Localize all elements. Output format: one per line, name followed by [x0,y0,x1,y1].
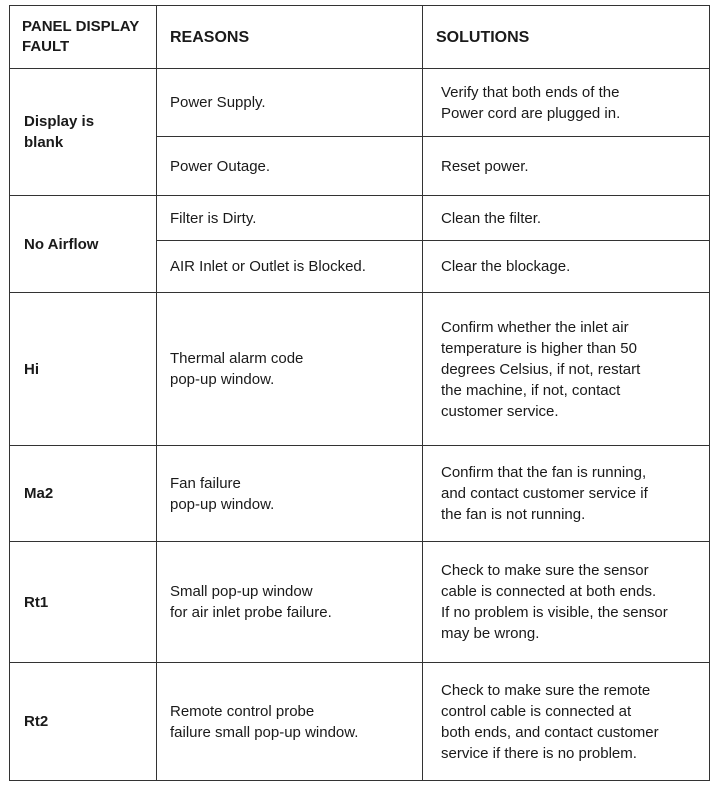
table-row [10,196,710,241]
table-row [10,69,710,137]
fault-cell: Rt1 [10,542,157,663]
reason-cell: Fan failure pop-up window. [157,446,423,542]
reason-cell: Small pop-up window for air inlet probe failure. [157,542,423,663]
header-solutions: SOLUTIONS [423,6,710,69]
header-row [10,6,710,69]
solution-cell: Clean the filter. [423,196,710,241]
reason-cell: Filter is Dirty. [157,196,423,241]
reason-cell: Remote control probe failure small pop-up window. [157,663,423,781]
solution-cell: Confirm that the fan is running, and contact customer service if the fan is not running. [423,446,710,542]
reason-cell: Power Outage. [157,137,423,196]
solution-cell: Check to make sure the sensor cable is connected at both ends. If no problem is visible, the sensor may be wrong. [423,542,710,663]
fault-cell: Rt2 [10,663,157,781]
solution-cell: Clear the blockage. [423,241,710,293]
table-row [10,663,710,781]
header-fault: PANEL DISPLAY FAULT [10,6,157,69]
troubleshooting-table [9,5,710,781]
reason-cell: Thermal alarm code pop-up window. [157,293,423,446]
fault-cell: Ma2 [10,446,157,542]
fault-cell: No Airflow [10,196,157,293]
reason-cell: AIR Inlet or Outlet is Blocked. [157,241,423,293]
fault-cell: Display is blank [10,69,157,196]
solution-cell: Confirm whether the inlet air temperature is higher than 50 degrees Celsius, if not, restart the machine, if not, contact customer service. [423,293,710,446]
table-row [10,293,710,446]
header-reasons: REASONS [157,6,423,69]
solution-cell: Verify that both ends of the Power cord are plugged in. [423,69,710,137]
table-row [10,542,710,663]
reason-cell: Power Supply. [157,69,423,137]
table-row [10,446,710,542]
fault-cell: Hi [10,293,157,446]
solution-cell: Reset power. [423,137,710,196]
solution-cell: Check to make sure the remote control cable is connected at both ends, and contact customer service if there is no problem. [423,663,710,781]
